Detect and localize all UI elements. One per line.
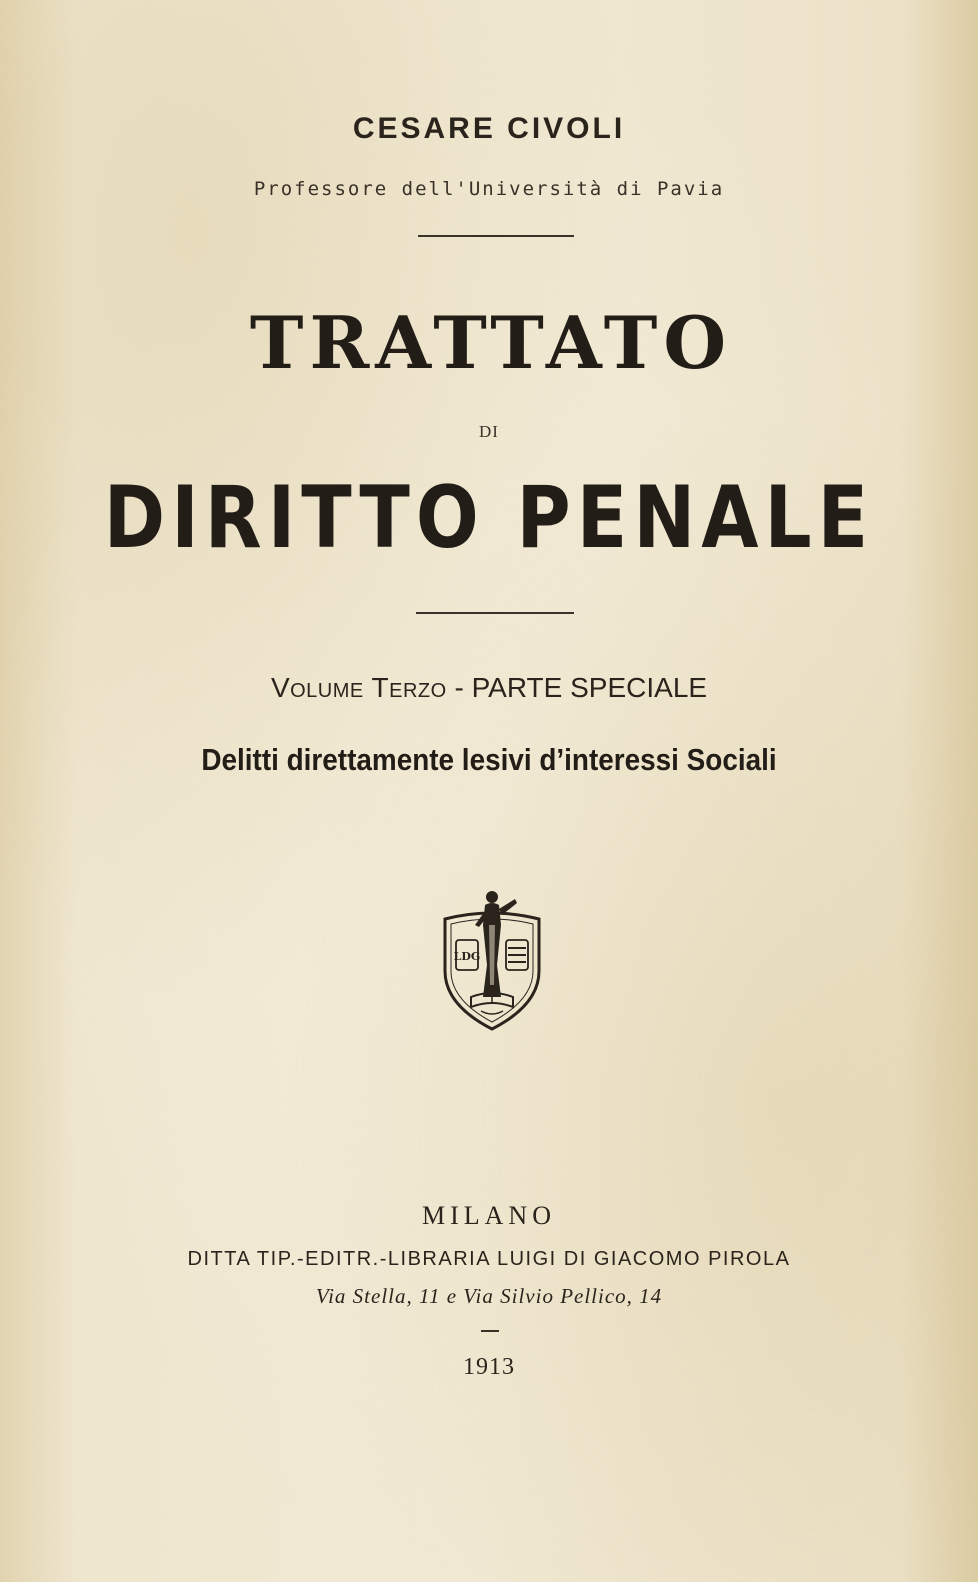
title-line-1: TRATTATO [249,300,733,385]
divider-middle [416,612,574,614]
volume-label: Volume Terzo [270,672,447,703]
volume-line [0,672,978,704]
author-name: CESARE CIVOLI [352,112,626,145]
author-affiliation: Professore dell'Università di Pavia [253,178,725,200]
title-connector: DI [479,422,499,441]
imprint-year: 1913 [463,1354,515,1380]
emblem-monogram: LDG [453,950,481,963]
divider-top [418,235,574,237]
volume-subtitle: Delitti direttamente lesivi d’interessi Sociali [201,742,777,777]
title-line-2: DIRITTO PENALE [103,468,875,568]
imprint-publisher: DITTA TIP.-EDITR.-LIBRARIA LUIGI DI GIACOMO PIROLA [187,1248,791,1270]
volume-separator: - [454,672,464,703]
publisher-device-icon [437,885,547,1033]
volume-part: PARTE SPECIALE [471,672,708,703]
imprint-dash [481,1330,499,1332]
imprint-city: MILANO [422,1201,556,1230]
imprint-address: Via Stella, 11 e Via Silvio Pellico, 14 [315,1284,663,1308]
